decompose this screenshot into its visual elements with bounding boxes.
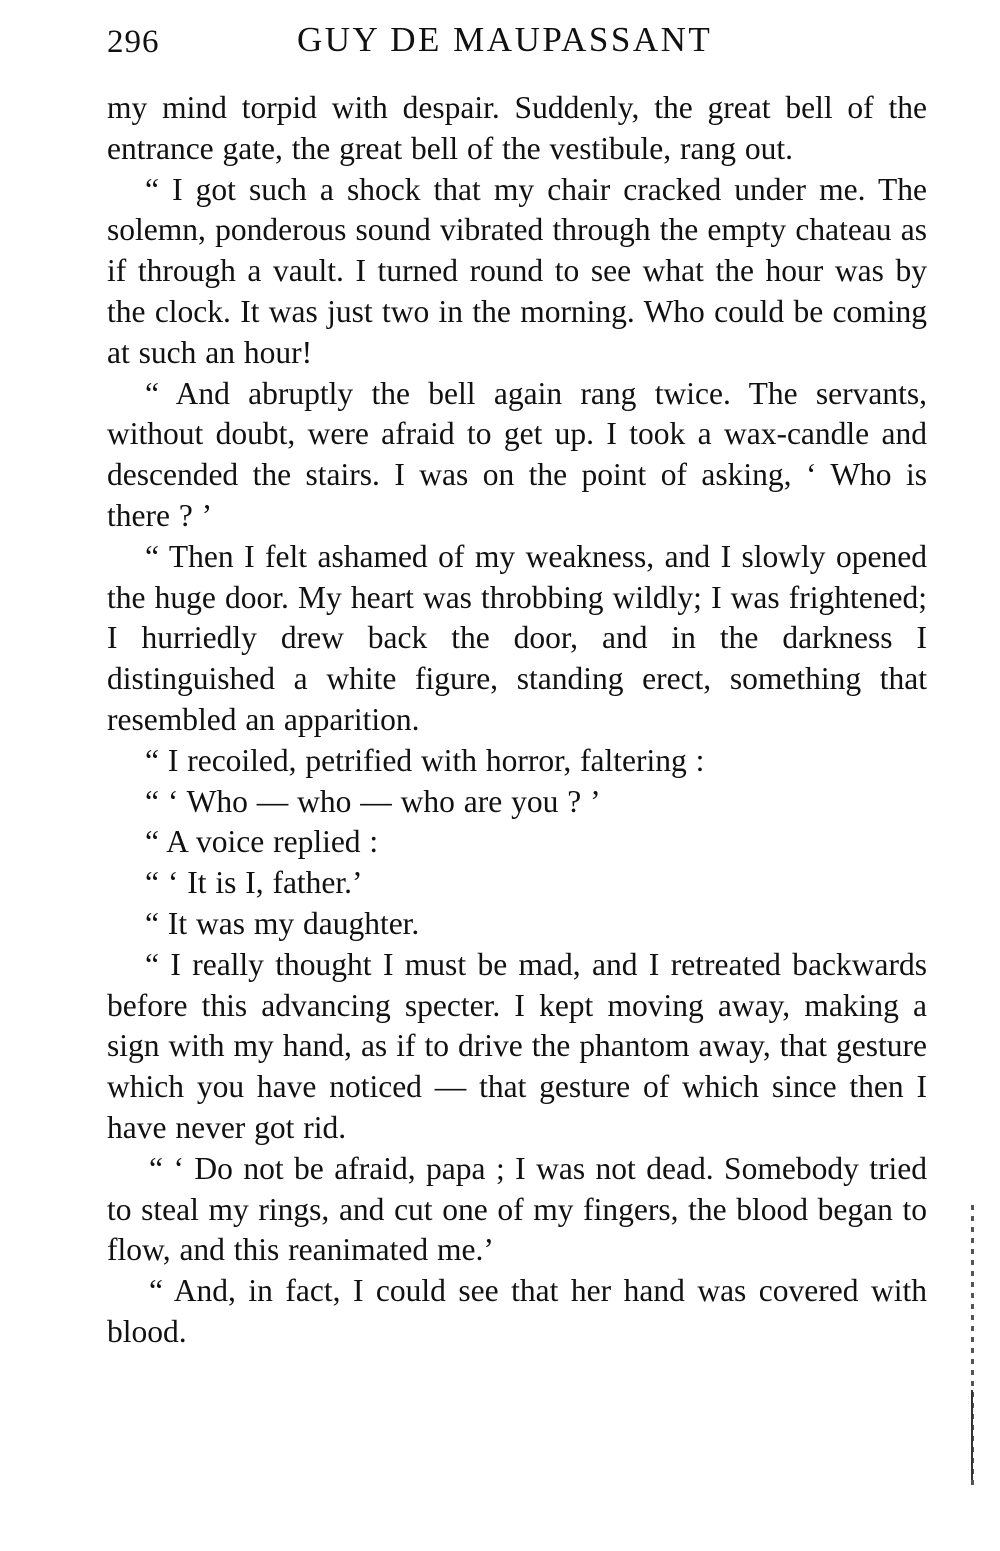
paragraph-thought-mad: “ I really thought I must be mad, and I retreated backwards before this advancing specter. I kept moving away, making a sign with my hand, as if to drive the phantom away, that gesture which you have noticed — that gesture of which since then I have never got rid.	[107, 946, 927, 1145]
paragraph-hand-covered: “ And, in fact, I could see that her hand was covered with blood.	[107, 1273, 927, 1349]
paragraph-opened-door: “ Then I felt ashamed of my weakness, and I slowly opened the huge door. My heart was throbbing wildly; I was frightened; I hurriedly drew back the door, and in the darkness I distinguished a white figure, standing erect, something that resembled an apparition.	[107, 538, 927, 737]
paragraph-it-is-i: “ ‘ It is I, father.’	[145, 865, 363, 901]
page-number: 296	[107, 24, 160, 60]
running-head	[107, 18, 927, 68]
paragraph-bell-shock: “ I got such a shock that my chair cracked under me. The solemn, ponderous sound vibrated through the empty chateau as if through a vault. I turned round to see what the hour was by the clock. It was just two in the morning. Who could be coming at such an hour!	[107, 171, 927, 370]
paragraph-continuation: my mind torpid with despair. Suddenly, the great bell of the entrance gate, the great bell of the vestibule, rang out.	[107, 90, 927, 166]
paragraph-who-are-you: “ ‘ Who — who — who are you ? ’	[145, 783, 601, 819]
paragraph-my-daughter: “ It was my daughter.	[145, 905, 420, 941]
paragraph-not-dead: “ ‘ Do not be afraid, papa ; I was not dead. Somebody tried to steal my rings, and cut one of my fingers, the blood began to flow, and this reanimated me.’	[107, 1150, 927, 1268]
paragraph-recoiled: “ I recoiled, petrified with horror, faltering :	[145, 742, 705, 778]
body-text	[107, 88, 927, 1353]
paragraph-bell-twice: “ And abruptly the bell again rang twice. The servants, without doubt, were afraid to get up. I took a wax-candle and descended the stairs. I was on the point of asking, ‘ Who is there ? ’	[107, 375, 927, 533]
paragraph-voice-replied: “ A voice replied :	[145, 824, 379, 860]
book-title: GUY DE MAUPASSANT	[297, 20, 713, 59]
margin-scan-mark-solid	[971, 1390, 973, 1480]
